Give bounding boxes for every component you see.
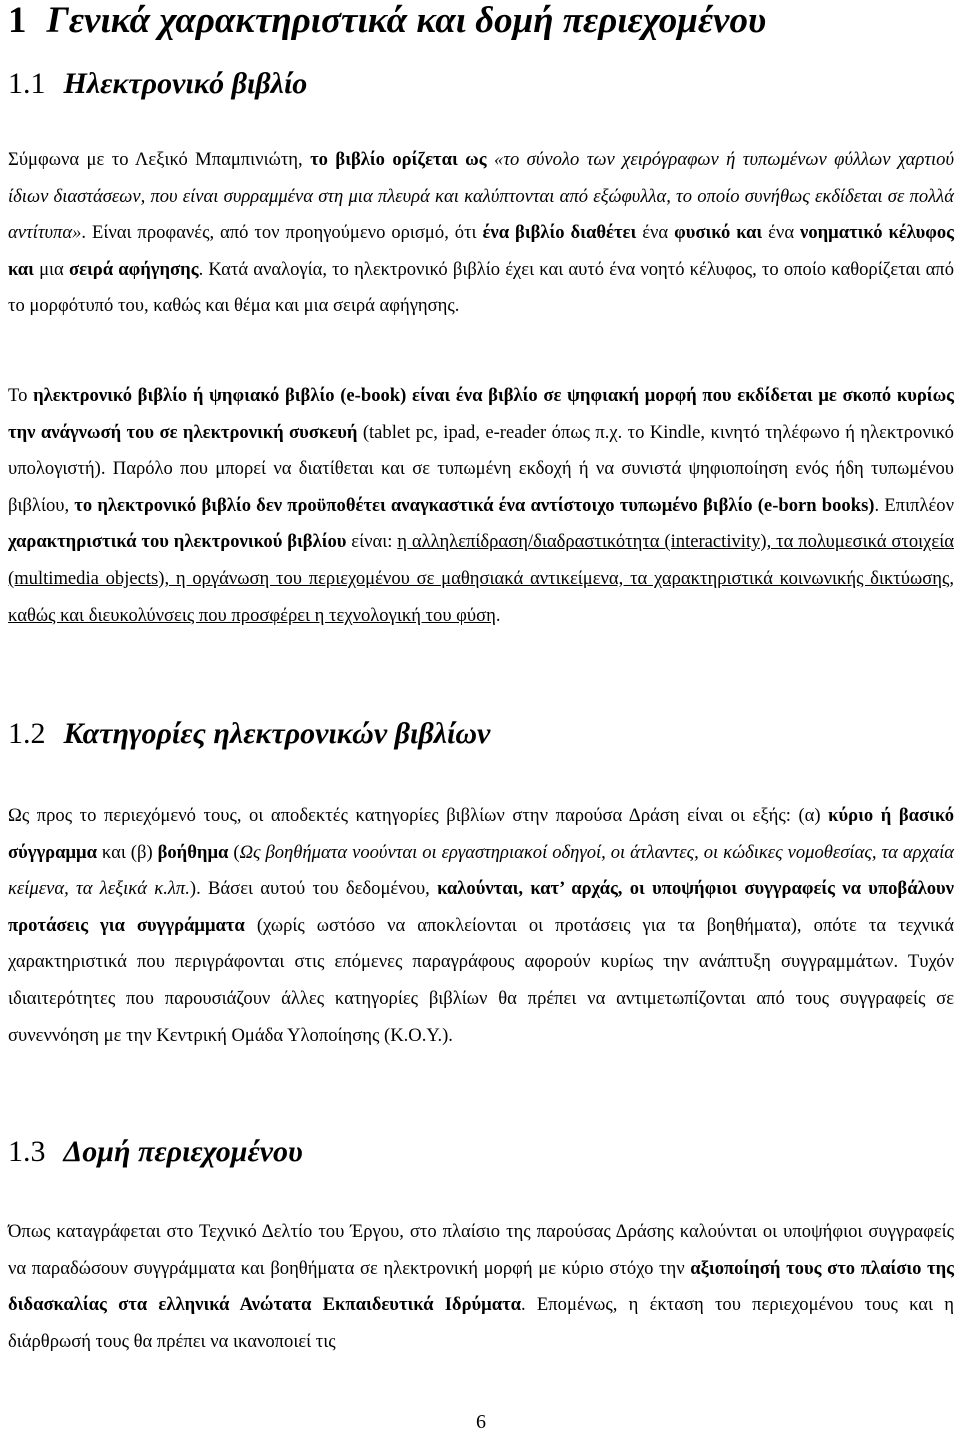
- text-run: (χωρίς ωστόσο να αποκλείονται οι προτάσεις για τα βοηθήματα), οπότε τα τεχνικά χαρακτηριστικά που περιγράφονται στις επόμενες παραγράφους αφορούν κυρίως την ανάπτυξη συγγραμμάτων. Τυχόν ιδιαιτερότητες που παρουσιάζουν άλλες κατηγορίες βιβλίων θα πρέπει να αντιμετωπίζονται από τους συγγραφείς σε συνεννόηση με την Κεντρική Ομάδα Υλοποίησης (Κ.Ο.Υ.).: [8, 914, 954, 1046]
- text-run: ). Βάσει αυτού του δεδομένου,: [189, 878, 438, 900]
- section-title: Ηλεκτρονικό βιβλίο: [63, 67, 308, 100]
- text-run: . Κατά αναλογία, το ηλεκτρονικό βιβλίο έχει και αυτό ένα νοητό κέλυφος, το οποίο καθορίζεται από το μορφότυπό του, καθώς και θέμα και μια σειρά αφήγησης.: [8, 258, 954, 317]
- underlined-run: η αλληλεπίδραση/διαδραστικότητα (interactivity), τα πολυμεσικά στοιχεία (multimedia objects), η οργάνωση του περιεχομένου σε μαθησιακά αντικείμενα, τα χαρακτηριστικά κοινωνικής δικτύωσης, καθώς και διευκολύνσεις που προσφέρει η τεχνολογική του φύση: [8, 531, 954, 626]
- chapter-heading: [8, 0, 766, 42]
- bold-run: καλούνται, κατ’ αρχάς, οι υποψήφιοι συγγραφείς να υποβάλουν προτάσεις για συγγράμματα: [8, 878, 954, 936]
- text-run: Το: [8, 385, 34, 406]
- bold-run: βοήθημα: [157, 841, 229, 863]
- text-run: ένα: [636, 222, 675, 244]
- italic-run: «το σύνολο των χειρόγραφων ή τυπωμένων φύλλων χαρτιού ίδιων διαστάσεων, που είναι συρραμμένα στη μια πλευρά και καλύπτονται από εξώφυλλα, το οποίο συνήθως εκδίδεται σε πολλά αντίτυπα»: [8, 149, 955, 244]
- text-run: μια: [33, 258, 69, 280]
- section-heading-1-1: [8, 66, 307, 102]
- text-run: (tablet pc, ipad, e-reader όπως π.χ. το Kindle, κινητό τηλέφωνο ή ηλεκτρονικό υπολογιστή). Παρόλο που μπορεί να διατίθεται και σε τυπωμένη εκδοχή ή να συνιστά ψηφιοποίηση ενός ήδη τυπωμένου βιβλίου,: [8, 421, 954, 516]
- italic-run: Ως βοηθήματα νοούνται οι εργαστηριακοί οδηγοί, οι άτλαντες, οι κώδικες νομοθεσίας, τα αρχαία κείμενα, τα λεξικά κ.λπ.: [8, 841, 954, 900]
- section-title: Δομή περιεχομένου: [63, 1135, 303, 1168]
- section-number: 1.1: [8, 67, 46, 100]
- bold-run: το ηλεκτρονικό βιβλίο δεν προϋποθέτει αναγκαστικά ένα αντίστοιχο τυπωμένο βιβλίο (e-born books): [74, 494, 875, 516]
- paragraph-ebook-characteristics: [8, 378, 954, 634]
- text-run: .: [495, 604, 501, 626]
- bold-run: κύριο ή βασικό σύγγραμμα: [8, 805, 954, 863]
- text-run: . Επομένως, η έκταση του περιεχομένου τους και η διάρθρωσή τους θα πρέπει να ικανοποιεί τις: [8, 1294, 954, 1352]
- paragraph-book-categories: [8, 798, 954, 1054]
- text-run: Ως προς το περιεχόμενό τους, οι αποδεκτές κατηγορίες βιβλίων στην παρούσα Δράση είναι οι εξής: (α): [8, 805, 829, 826]
- bold-run: αξιοποίησή τους στο πλαίσιο της διδασκαλίας στα ελληνικά Ανώτατα Εκπαιδευτικά Ιδρύματα: [8, 1257, 954, 1316]
- section-heading-1-3: [8, 1134, 303, 1170]
- chapter-number: 1: [8, 0, 27, 41]
- chapter-title: Γενικά χαρακτηριστικά και δομή περιεχομένου: [46, 0, 767, 41]
- bold-run: το βιβλίο ορίζεται ως: [310, 149, 487, 170]
- paragraph-content-structure: [8, 1214, 954, 1360]
- text-run: Σύμφωνα με το Λεξικό Μπαμπινιώτη,: [8, 149, 311, 170]
- text-run: είναι:: [346, 531, 398, 553]
- text-run: ένα: [762, 222, 801, 244]
- bold-run: χαρακτηριστικά του ηλεκτρονικού βιβλίου: [8, 531, 347, 553]
- section-number: 1.2: [8, 717, 46, 750]
- bold-run: σειρά αφήγησης: [68, 258, 199, 280]
- text-run: και (β): [96, 841, 158, 863]
- bold-run: νοηματικό κέλυφος και: [8, 222, 954, 280]
- bold-run: φυσικό και: [674, 222, 763, 244]
- bold-run: ηλεκτρονικό βιβλίο ή ψηφιακό βιβλίο (e-book) είναι ένα βιβλίο σε ψηφιακή μορφή που εκδίδεται με σκοπό κυρίως την ανάγνωσή του σε ηλεκτρονική συσκευή: [8, 385, 954, 443]
- page-number: 6: [476, 1411, 486, 1433]
- text-run: . Είναι προφανές, από τον προηγούμενο ορισμό, ότι: [81, 222, 483, 244]
- section-title: Κατηγορίες ηλεκτρονικών βιβλίων: [63, 717, 491, 750]
- text-run: Όπως καταγράφεται στο Τεχνικό Δελτίο του Έργου, στο πλαίσιο της παρούσας Δράσης καλούνται οι υποψήφιοι συγγραφείς να παραδώσουν συγγράμματα και βοηθήματα σε ηλεκτρονική μορφή με κύριο στόχο την: [8, 1221, 954, 1279]
- text-run: (: [228, 841, 240, 863]
- text-run: . Επιπλέον: [874, 494, 954, 516]
- paragraph-ebook-definition: [8, 142, 954, 325]
- section-number: 1.3: [8, 1135, 46, 1168]
- bold-run: ένα βιβλίο διαθέτει: [482, 222, 637, 244]
- section-heading-1-2: [8, 716, 490, 752]
